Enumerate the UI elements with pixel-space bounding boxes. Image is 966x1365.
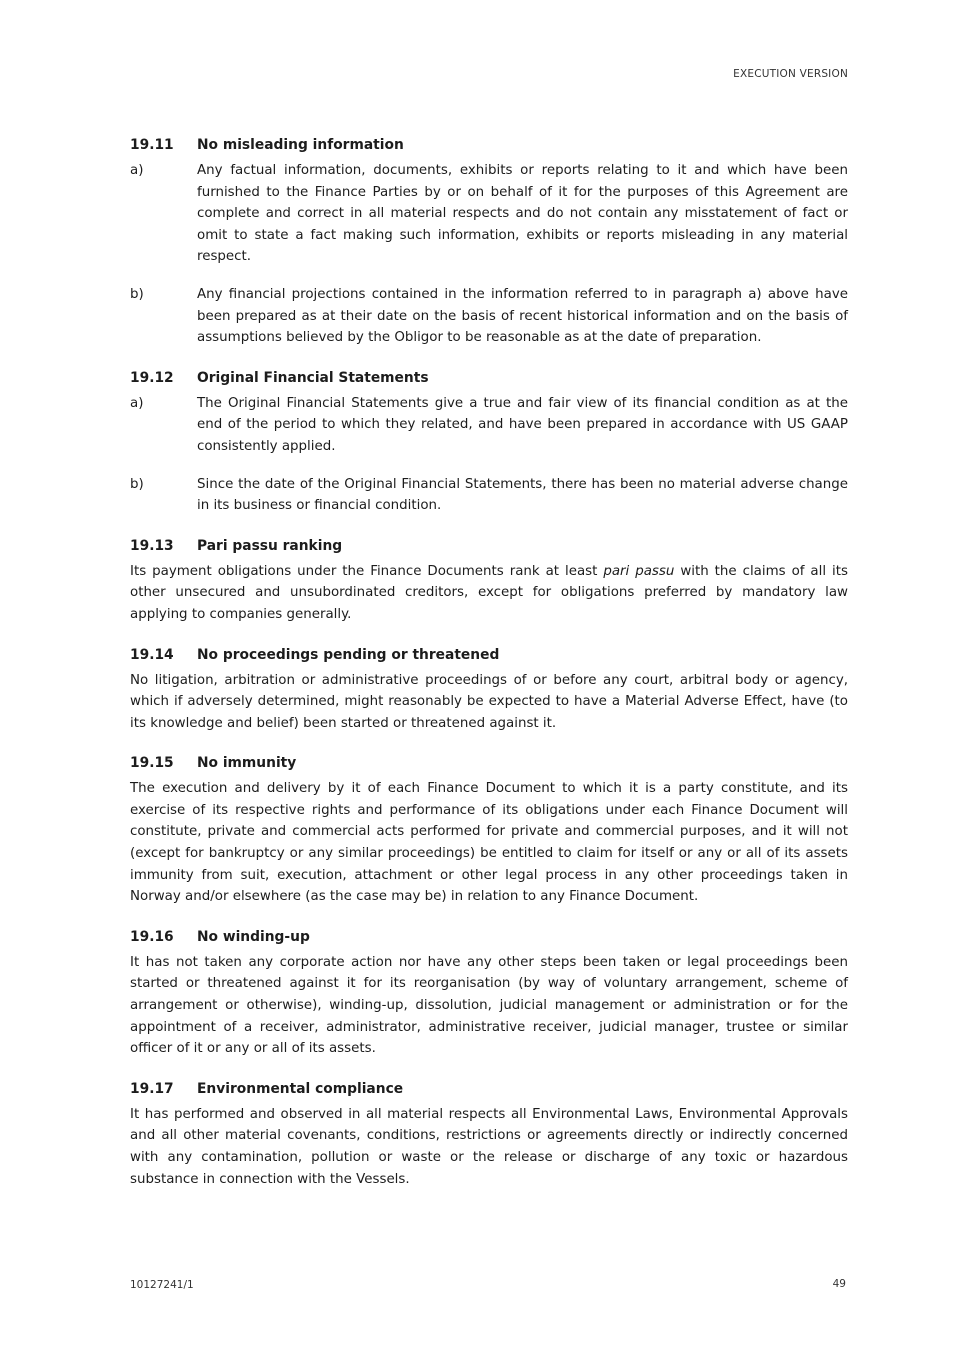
section-paragraph: No litigation, arbitration or administrative proceedings of or before any court, arbitral body or agency, which if adversely determined, might reasonably be expected to have a Material Adverse Effect, have (to its knowledge and belief) been started or threatened against it. xyxy=(130,672,848,731)
section-number: 19.16 xyxy=(130,928,174,945)
paragraph-text: Its payment obligations under the Finance Documents rank at least xyxy=(130,563,604,579)
item-label: a) xyxy=(130,395,144,411)
section-title: No proceedings pending or threatened xyxy=(197,646,500,663)
section-heading xyxy=(130,367,848,389)
page-number: 49 xyxy=(832,1278,846,1290)
section-heading xyxy=(130,134,848,156)
section-title: Environmental compliance xyxy=(197,1080,404,1097)
execution-version-header: EXECUTION VERSION xyxy=(733,68,848,80)
section-number: 19.15 xyxy=(130,755,174,772)
section-19-15 xyxy=(130,752,848,908)
section-paragraph xyxy=(130,561,848,626)
section-title: No misleading information xyxy=(197,137,404,153)
item-text: The Original Financial Statements give a true and fair view of its financial condition as at the end of the period to which they related, and have been prepared in accordance with US GAAP consistently applied. xyxy=(197,395,848,454)
section-number: 19.12 xyxy=(130,369,174,386)
paragraph-text: with the claims of all its other unsecured and unsubordinated creditors, except for obligations preferred by mandatory law applying to companies generally. xyxy=(130,563,848,622)
section-heading xyxy=(130,644,848,666)
document-reference: 10127241/1 xyxy=(130,1279,194,1291)
section-paragraph: The execution and delivery by it of each Finance Document to which it is a party constitute, and its exercise of its respective rights and performance of its obligations under each Finance Document will constitute, private and commercial acts performed for private and commercial purposes, and it will not (except for bankruptcy or any similar proceedings) be entitled to claim for itself or any or all of its assets immunity from suit, execution, attachment or other legal process in any other proceedings taken in Norway and/or elsewhere (as the case may be) in relation to any Finance Document. xyxy=(130,781,848,905)
section-title: No immunity xyxy=(197,755,297,772)
item-label: a) xyxy=(130,163,144,178)
section-title: No winding-up xyxy=(197,928,310,945)
list-item xyxy=(130,284,848,349)
section-heading xyxy=(130,752,848,774)
item-text: Any factual information, documents, exhibits or reports relating to it and which have been furnished to the Finance Parties by or on behalf of it for the purposes of this Agreement are complete and correct in all material respects and do not contain any misstatement of fact or omit to state a fact making such information, exhibits or reports misleading in any material respect. xyxy=(197,163,848,265)
section-paragraph: It has performed and observed in all material respects all Environmental Laws, Environmental Approvals and all other material covenants, conditions, restrictions or agreements directly or indirectly concerned with any contamination, pollution or waste or the release or discharge of any toxic or hazardous substance in connection with the Vessels. xyxy=(130,1106,848,1187)
item-text: Since the date of the Original Financial Statements, there has been no material adverse change in its business or financial condition. xyxy=(197,476,848,514)
document-body xyxy=(130,134,848,1208)
section-heading xyxy=(130,926,848,948)
section-19-16 xyxy=(130,926,848,1060)
section-19-17 xyxy=(130,1078,848,1190)
section-number: 19.11 xyxy=(130,137,174,153)
item-label: b) xyxy=(130,476,144,492)
list-item xyxy=(130,160,848,268)
list-item xyxy=(130,474,848,517)
paragraph-italic-term: pari passu xyxy=(603,563,675,579)
item-text: Any financial projections contained in the information referred to in paragraph a) above have been prepared as at their date on the basis of recent historical information and on the basis of assumptions believed by the Obligor to be reasonable as at the date of preparation. xyxy=(197,286,848,346)
section-heading xyxy=(130,1078,848,1100)
section-paragraph: It has not taken any corporate action nor have any other steps been taken or legal proceedings been started or threatened against it for its reorganisation (by way of voluntary arrangement, scheme of arrangement or otherwise), winding-up, dissolution, judicial management or administration or for the appointment of a receiver, administrator, administrative receiver, judicial manager, trustee or similar officer of it or any or all of its assets. xyxy=(130,954,848,1057)
section-number: 19.14 xyxy=(130,646,174,663)
section-title: Original Financial Statements xyxy=(197,369,429,386)
section-title: Pari passu ranking xyxy=(197,537,343,554)
section-number: 19.13 xyxy=(130,537,174,554)
section-number: 19.17 xyxy=(130,1080,174,1097)
section-heading xyxy=(130,535,848,557)
item-label: b) xyxy=(130,286,144,302)
section-19-12 xyxy=(130,367,848,517)
section-19-13 xyxy=(130,535,848,626)
list-item xyxy=(130,393,848,458)
section-19-14 xyxy=(130,644,848,735)
section-19-11 xyxy=(130,134,848,349)
